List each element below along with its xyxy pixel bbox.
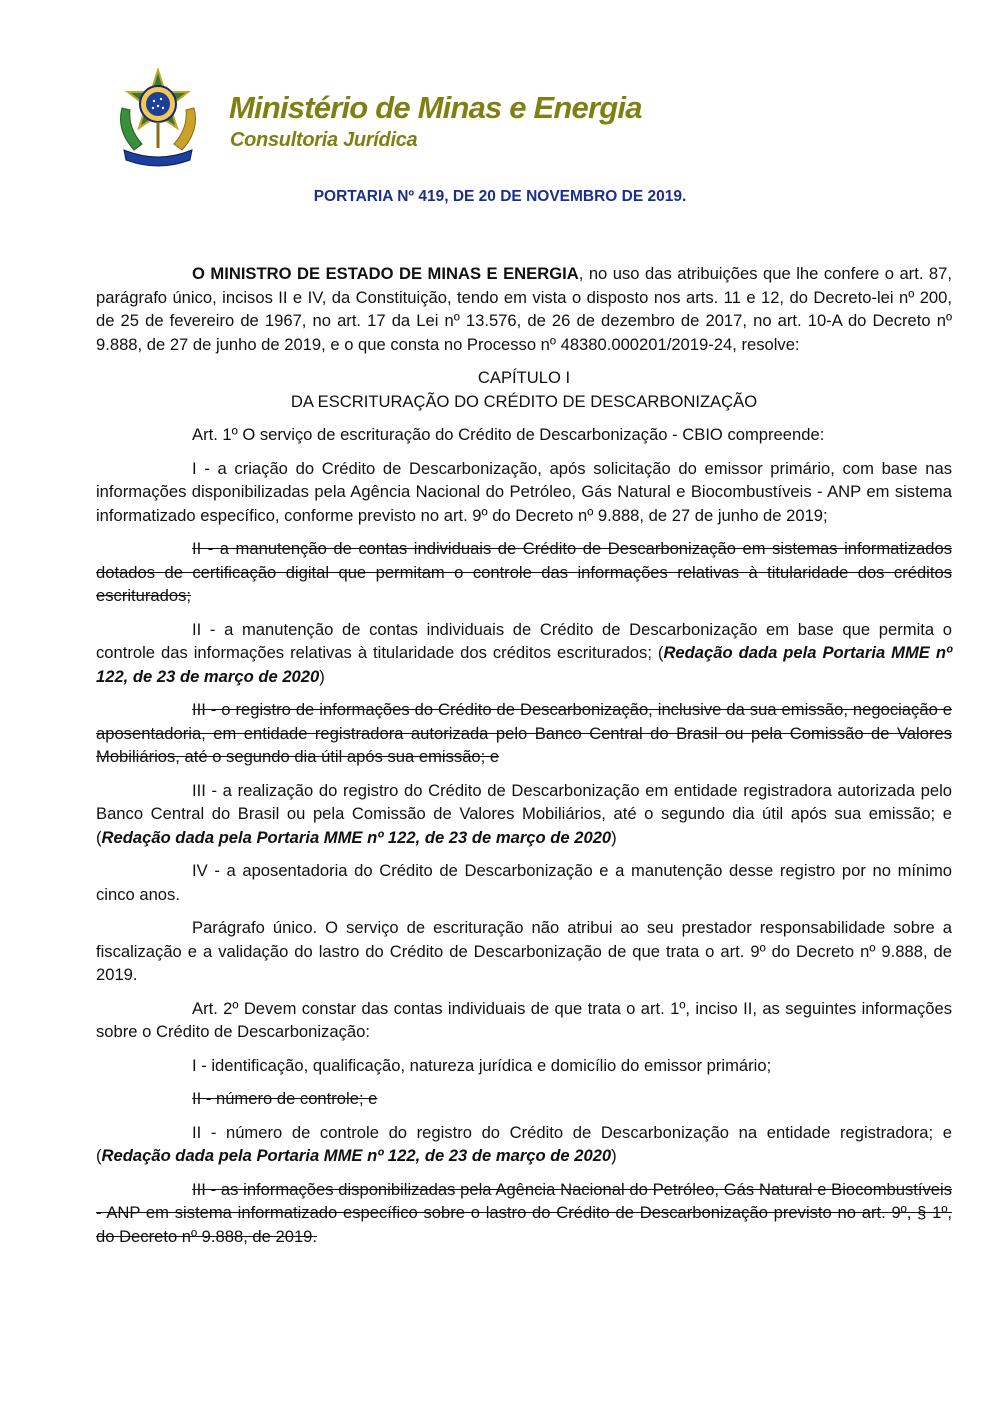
art2-caput: Art. 2º Devem constar das contas individuais de que trata o art. 1º, inciso II, as seguintes informações sobre o Crédito de Descarbonização:	[96, 998, 952, 1041]
art2-inciso-i: I - identificação, qualificação, natureza jurídica e domicílio do emissor primário;	[192, 1055, 772, 1075]
consultoria-name: Consultoria Jurídica	[230, 129, 418, 151]
art2-inciso-ii-revoked-text: II - número de controle; e	[192, 1089, 378, 1108]
chapter-title: DA ESCRITURAÇÃO DO CRÉDITO DE DESCARBONIZAÇÃO	[290, 391, 758, 411]
art1-inciso-iv: IV - a aposentadoria do Crédito de Descarbonização e a manutenção desse registro por no mínimo cinco anos.	[96, 861, 952, 904]
document-body	[96, 262, 952, 1258]
art1-inciso-ii-revoked: II - a manutenção de contas individuais de Crédito de Descarbonização em sistemas informatizados dotados de certificação digital que permitam o controle das informações relativas à titularidade dos créditos escriturados;	[96, 539, 952, 605]
art1-inciso-iii-revoked: III - o registro de informações do Crédito de Descarbonização, inclusive da sua emissão, negociação e aposentadoria, em entidade registradora autorizada pelo Banco Central do Brasil ou pela Comissão de Valores Mobiliários, até o segundo dia útil após sua emissão; e	[96, 700, 952, 766]
art1-inciso-i: I - a criação do Crédito de Descarbonização, após solicitação do emissor primário, com base nas informações disponibilizadas pela Agência Nacional do Petróleo, Gás Natural e Biocombustíveis - ANP em sistema informatizado específico, conforme previsto no art. 9º do Decreto nº 9.888, de 27 de junho de 2019;	[96, 458, 952, 525]
preamble-text: , no uso das atribuições que lhe confere o art. 87, parágrafo único, incisos II e IV, da Constituição, tendo em vista o disposto nos arts. 11 e 12, do Decreto-lei nº 200, de 25 de fevereiro de 1967, no art. 17 da Lei nº 13.576, de 26 de dezembro de 2017, no art. 10-A do Decreto nº 9.888, de 27 de junho de 2019, e o que consta no Processo nº 48380.000201/2019-24, resolve:	[96, 264, 952, 354]
document-header	[112, 68, 912, 178]
preamble	[96, 262, 952, 356]
chapter-number: CAPÍTULO I	[477, 368, 571, 387]
art1-inciso-ii-text: II - a manutenção de contas individuais de Crédito de Descarbonização em base que permita o controle das informações relativas à titularidade dos créditos escriturados; (	[96, 619, 952, 662]
art2-inciso-ii-text: II - número de controle do registro do Crédito de Descarbonização na entidade registradora; e (	[96, 1122, 952, 1165]
art2-inciso-iii-revoked: III - as informações disponibilizadas pela Agência Nacional do Petróleo, Gás Natural e Biocombustíveis - ANP em sistema informatizado específico sobre o lastro do Crédito de Descarbonização previsto no art. 9º, § 1º, do Decreto nº 9.888, de 2019.	[96, 1179, 952, 1246]
art2-inciso-ii	[96, 1121, 952, 1168]
preamble-lead: O MINISTRO DE ESTADO DE MINAS E ENERGIA	[192, 264, 579, 283]
page-title: PORTARIA Nº 419, DE 20 DE NOVEMBRO DE 2019.	[313, 188, 687, 205]
close-paren: )	[611, 1146, 617, 1165]
amendment-note: Redação dada pela Portaria MME nº 122, de 23 de março de 2020	[101, 827, 612, 847]
art1-inciso-iii	[96, 779, 952, 850]
amendment-note: Redação dada pela Portaria MME nº 122, de 23 de março de 2020	[96, 643, 953, 686]
art1-inciso-ii	[96, 618, 952, 689]
close-paren: )	[611, 827, 617, 847]
close-paren: )	[319, 666, 325, 686]
art1-caput: Art. 1º O serviço de escrituração do Crédito de Descarbonização - CBIO compreende:	[192, 425, 825, 444]
art1-paragrafo-unico: Parágrafo único. O serviço de escrituração não atribui ao seu prestador responsabilidade sobre a fiscalização e a validação do lastro do Crédito de Descarbonização de que trata o art. 9º do Decreto nº 9.888, de 2019.	[96, 918, 952, 984]
art1-inciso-iii-text: III - a realização do registro do Crédito de Descarbonização em entidade registradora autorizada pelo Banco Central do Brasil ou pela Comissão de Valores Mobiliários, até o segundo dia útil após sua emissão; e (	[96, 780, 952, 847]
amendment-note: Redação dada pela Portaria MME nº 122, de 23 de março de 2020	[101, 1146, 612, 1165]
art2-inciso-ii-revoked	[96, 1087, 952, 1111]
ministry-name: Ministério de Minas e Energia	[229, 90, 642, 125]
brazil-coat-of-arms-icon	[112, 68, 204, 168]
